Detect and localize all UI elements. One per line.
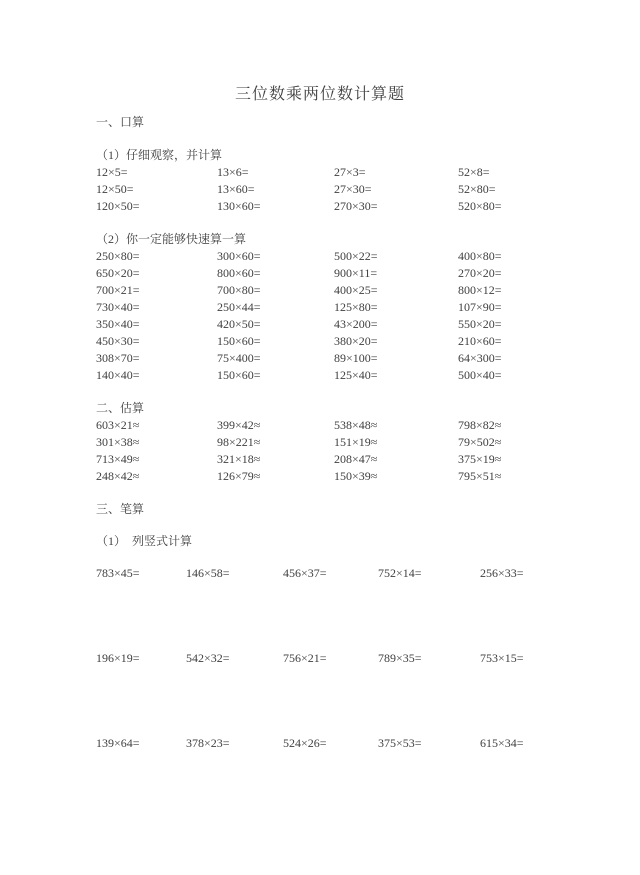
subsection-label-quick: （2）你一定能够快速算一算 [96, 232, 247, 246]
problem-item: 783×45= [96, 566, 140, 580]
problem-item: 524×26= [283, 736, 327, 750]
problem-item: 753×15= [480, 651, 524, 665]
problem-item: 456×37= [283, 566, 327, 580]
subsection-label-observe: （1）仔细观察，并计算 [96, 148, 223, 162]
problem-item: 196×19= [96, 651, 140, 665]
problem-item: 250×80= [96, 249, 140, 263]
problem-item: 98×221≈ [217, 435, 261, 449]
problem-item: 150×39≈ [334, 469, 378, 483]
problem-item: 399×42≈ [217, 418, 261, 432]
problem-item: 89×100= [334, 351, 378, 365]
problem-item: 538×48≈ [334, 418, 378, 432]
problem-item: 420×50= [217, 317, 261, 331]
problem-item: 798×82≈ [458, 418, 502, 432]
problem-item: 300×60= [217, 249, 261, 263]
problem-item: 900×11= [334, 266, 378, 280]
problem-item: 52×8= [458, 165, 490, 179]
problem-item: 210×60= [458, 334, 502, 348]
problem-item: 713×49≈ [96, 452, 140, 466]
problem-item: 615×34= [480, 736, 524, 750]
problem-item: 700×21= [96, 283, 140, 297]
problem-item: 125×40= [334, 368, 378, 382]
problem-item: 256×33= [480, 566, 524, 580]
problem-item: 752×14= [378, 566, 422, 580]
problem-item: 270×20= [458, 266, 502, 280]
problem-item: 75×400= [217, 351, 261, 365]
problem-item: 520×80= [458, 199, 502, 213]
problem-item: 400×25= [334, 283, 378, 297]
problem-item: 248×42≈ [96, 469, 140, 483]
problem-item: 350×40= [96, 317, 140, 331]
problem-grid-estimation [96, 417, 544, 485]
problem-item: 378×23= [186, 736, 230, 750]
problem-item: 650×20= [96, 266, 140, 280]
problem-item: 79×502≈ [458, 435, 502, 449]
problem-item: 52×80= [458, 182, 496, 196]
section-heading-written: 三、笔算 [96, 502, 145, 516]
problem-item: 730×40= [96, 300, 140, 314]
problem-item: 107×90= [458, 300, 502, 314]
section-heading-estimation: 二、估算 [96, 401, 145, 415]
problem-grid-quick [96, 248, 544, 384]
problem-item: 250×44= [217, 300, 261, 314]
problem-item: 603×21≈ [96, 418, 140, 432]
section-heading-oral: 一、口算 [96, 115, 145, 129]
problem-item: 375×19≈ [458, 452, 502, 466]
problem-grid-vertical [96, 565, 544, 820]
problem-item: 542×32= [186, 651, 230, 665]
problem-item: 27×3= [334, 165, 366, 179]
problem-item: 301×38≈ [96, 435, 140, 449]
problem-item: 27×30= [334, 182, 372, 196]
problem-item: 146×58= [186, 566, 230, 580]
problem-item: 270×30= [334, 199, 378, 213]
problem-item: 139×64= [96, 736, 140, 750]
problem-grid-observe [96, 164, 544, 215]
problem-item: 13×6= [217, 165, 249, 179]
problem-item: 795×51≈ [458, 469, 502, 483]
problem-item: 12×50= [96, 182, 134, 196]
problem-item: 13×60= [217, 182, 255, 196]
problem-item: 500×22= [334, 249, 378, 263]
problem-item: 700×80= [217, 283, 261, 297]
problem-item: 308×70= [96, 351, 140, 365]
problem-item: 150×60= [217, 334, 261, 348]
problem-item: 400×80= [458, 249, 502, 263]
problem-item: 500×40= [458, 368, 502, 382]
problem-item: 321×18≈ [217, 452, 261, 466]
problem-item: 126×79≈ [217, 469, 261, 483]
problem-item: 450×30= [96, 334, 140, 348]
problem-item: 120×50= [96, 199, 140, 213]
page-title: 三位数乘两位数计算题 [234, 86, 405, 103]
problem-item: 380×20= [334, 334, 378, 348]
problem-item: 140×40= [96, 368, 140, 382]
problem-item: 130×60= [217, 199, 261, 213]
problem-item: 800×60= [217, 266, 261, 280]
problem-item: 150×60= [217, 368, 261, 382]
problem-item: 125×80= [334, 300, 378, 314]
problem-item: 800×12= [458, 283, 502, 297]
problem-item: 756×21= [283, 651, 327, 665]
problem-item: 550×20= [458, 317, 502, 331]
problem-item: 208×47≈ [334, 452, 378, 466]
problem-item: 375×53= [378, 736, 422, 750]
problem-item: 151×19≈ [334, 435, 378, 449]
problem-item: 12×5= [96, 165, 128, 179]
problem-item: 64×300= [458, 351, 502, 365]
subsection-label-vertical: （1） 列竖式计算 [96, 534, 193, 548]
problem-item: 789×35= [378, 651, 422, 665]
problem-item: 43×200= [334, 317, 378, 331]
